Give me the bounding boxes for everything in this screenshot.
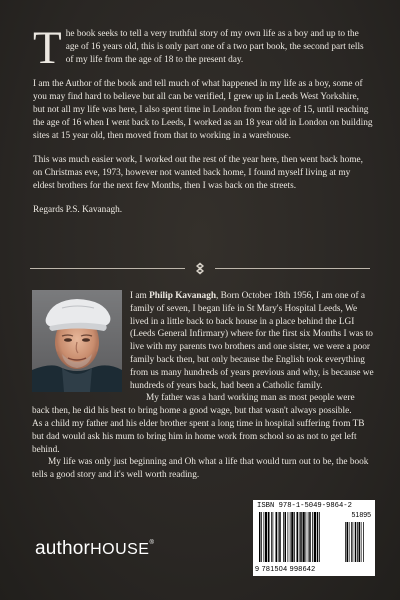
author-life-paragraph: My life was only just beginning and Oh what a life that would turn out to be, the book tells a good story and it's well worth reading. (32, 457, 369, 481)
blurb-paragraph-2: I am the Author of the book and tell much of what happened in my life as a boy, some of you may find hard to believe but all can be verified, I grew up in Leeds West Yorkshire, but not all my life was here, I also spent time in London from the age of 15, until reaching the age of 16 when I went back to Leeds, I worked as an 18 year old in London on building sites at 15 year old, then moved from that to working in a warehouse. (33, 79, 373, 141)
author-intro-prefix: I am (130, 291, 150, 301)
logo-prefix: author (35, 538, 91, 559)
logo-house: HOUSE (90, 541, 150, 558)
divider-line-right (215, 268, 370, 269)
section-divider (30, 262, 370, 276)
barcode-bar (314, 512, 316, 562)
drop-cap: T (33, 22, 62, 74)
barcode-bar (265, 512, 267, 562)
barcode-bar (317, 512, 319, 562)
barcode-bar (303, 512, 305, 562)
barcode-addon-bar (355, 522, 357, 562)
barcode-bar (264, 512, 265, 562)
barcode-bar (273, 512, 274, 562)
barcode-addon-bar (353, 522, 354, 562)
barcode-addon-bar (347, 522, 349, 562)
barcode-addon-bar (359, 522, 361, 562)
barcode-addon-bar (351, 522, 352, 562)
barcode-bar (294, 512, 295, 562)
isbn-barcode-panel (253, 500, 375, 576)
isbn-label: ISBN 978-1-5049-9864-2 (257, 502, 352, 510)
author-child-paragraph: As a child my father and his elder brother spent a long time in hospital suffering from TB but dad would ask his mum to bring him in home work from school so as not to get left behind. (32, 418, 365, 455)
barcode-addon-bar (361, 522, 362, 562)
barcode-bar (291, 512, 293, 562)
barcode-graphic (253, 512, 375, 566)
author-intro-text: , Born October 18th 1956, I am one of a family of seven, I began life in St Mary's Hospital Leeds, We lived in a little back to back house in a place behind the LGI (Leeds General Infirmary) where for the first six Months I was to live with my parents two brothers and one sister, we were a poor family back then, but only because the English took everything from us many hundreds of years previous and why, is because we hundreds of years back, had been a Catholic family. (130, 291, 374, 391)
barcode-bar (319, 512, 320, 562)
diamond-ornament-icon (190, 262, 210, 275)
barcode-addon-bar (363, 522, 364, 562)
barcode-bar (297, 512, 299, 562)
barcode-addon-bar (357, 522, 358, 562)
registered-mark: ® (149, 540, 155, 546)
barcode-bar (285, 512, 287, 562)
blurb-paragraph-1-text: he book seeks to tell a very truthful story of my own life as a boy and up to the age of 16 years old, this is only part one of a two part book, the second part tells of my life from the age of 18 to the present day. (65, 29, 364, 65)
blurb-paragraph-3: This was much easier work, I worked out the rest of the year here, then went back home, on Christmas eve, 1973, however not wanted back home, I found myself living at my eldest brothers for the next few Months, then I was back on the streets. (33, 155, 363, 191)
barcode-bar (312, 512, 313, 562)
barcode-addon-bar (345, 522, 346, 562)
author-name: Philip Kavanagh (149, 291, 217, 301)
divider-line-left (30, 268, 185, 269)
barcode-bar (290, 512, 291, 562)
barcode-bar (308, 512, 309, 562)
author-photo (32, 290, 122, 392)
author-father-paragraph: My father was a hard working man as most people were back then, he did his best to bring home a good wage, but that wasn't always possible. (32, 393, 355, 417)
book-blurb (33, 22, 373, 228)
barcode-bar (279, 512, 281, 562)
barcode-bar (278, 512, 279, 562)
barcode-addon-bar (349, 522, 350, 562)
author-bio (32, 290, 374, 482)
publisher-logo (35, 538, 154, 560)
barcode-bar (299, 512, 300, 562)
barcode-bar (271, 512, 272, 562)
barcode-bar (309, 512, 311, 562)
price-code: 51895 (351, 512, 371, 519)
barcode-bar (261, 512, 262, 562)
barcode-bar (259, 512, 261, 562)
ean-digits: 9 781504 998642 (255, 564, 316, 573)
blurb-paragraph-1 (33, 22, 373, 74)
barcode-bar (306, 512, 307, 562)
barcode-bar (300, 512, 302, 562)
barcode-bar (288, 512, 289, 562)
barcode-bar (283, 512, 284, 562)
barcode-bar (268, 512, 270, 562)
barcode-bar (276, 512, 278, 562)
blurb-signoff: Regards P.S. Kavanagh. (33, 205, 123, 215)
